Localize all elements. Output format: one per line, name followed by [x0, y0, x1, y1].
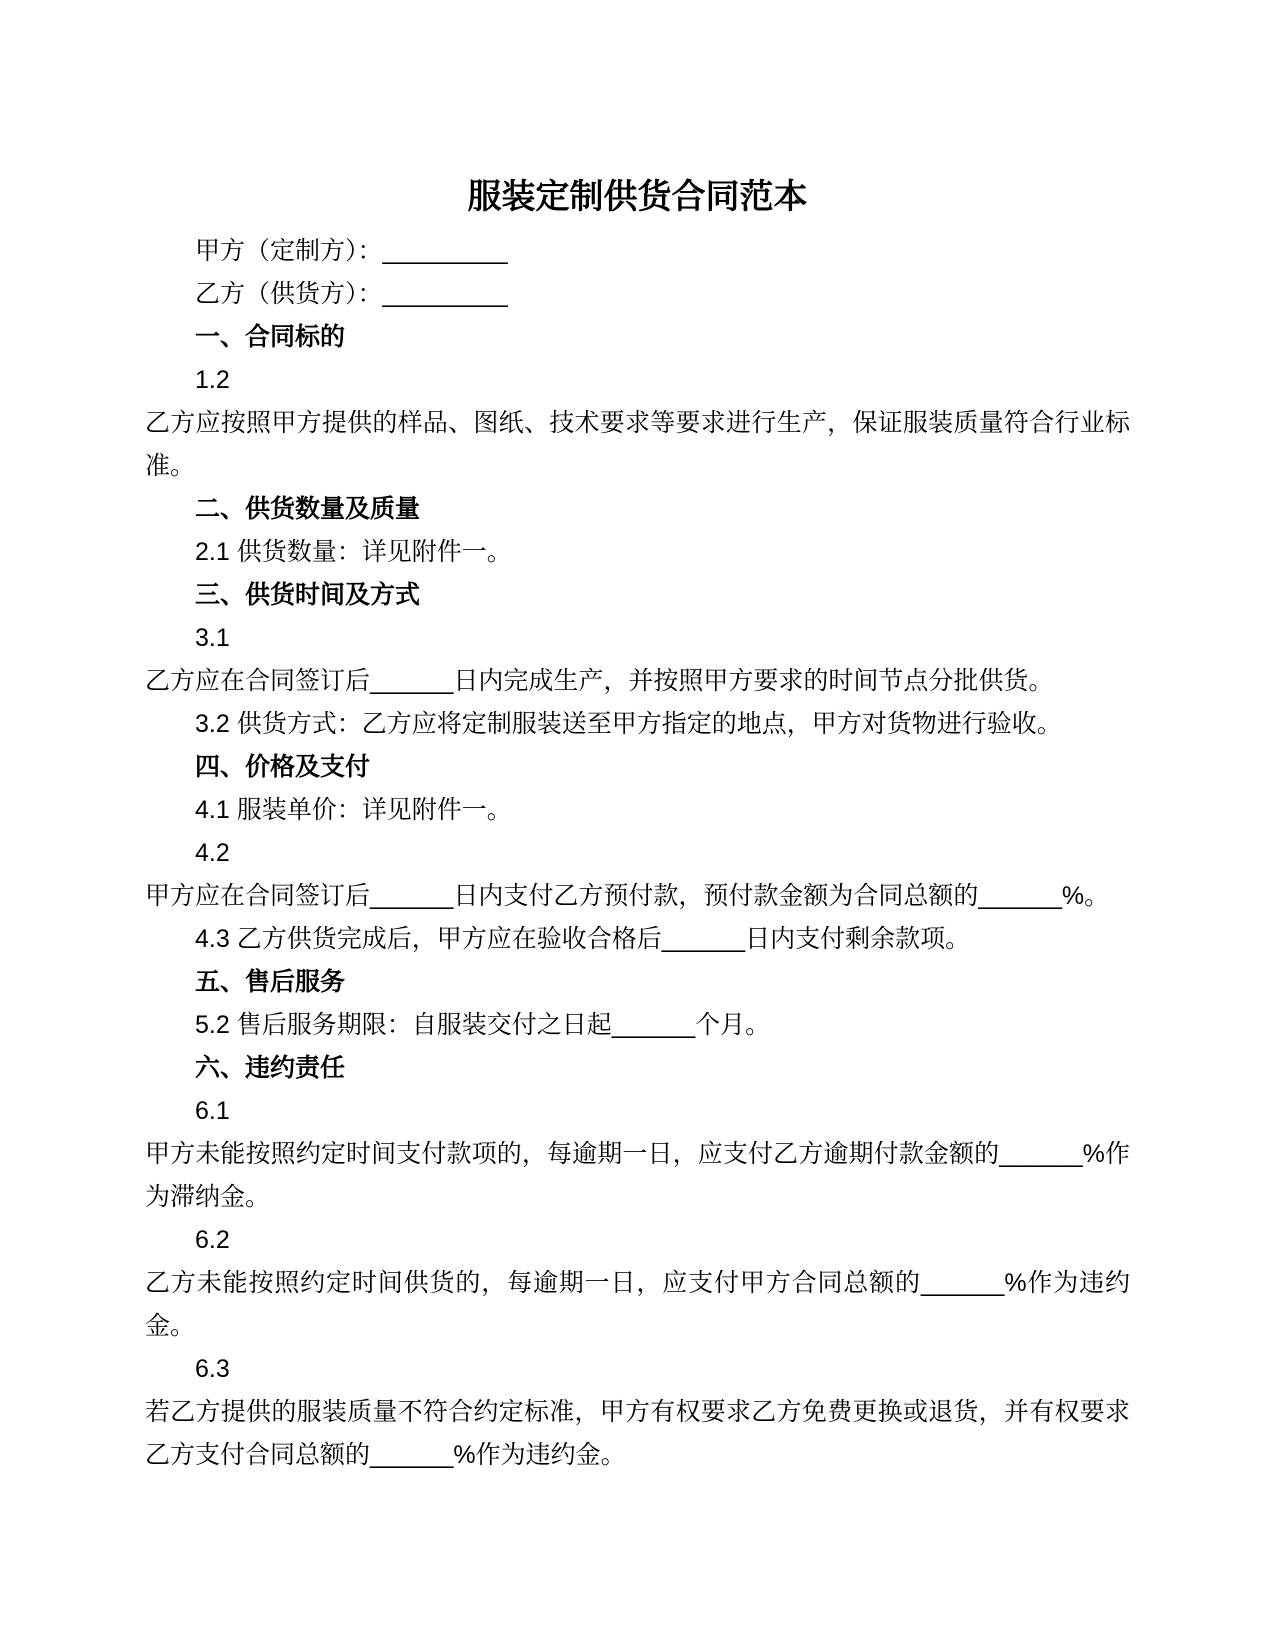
clause-number-6-2: 6.2	[195, 1226, 230, 1254]
clause-text-4-2: 甲方应在合同签订后______日内支付乙方预付款，预付款金额为合同总额的______%。	[145, 882, 1110, 910]
section-heading-3: 三、供货时间及方式	[195, 581, 421, 609]
clause-5-2: 5.2 售后服务期限：自服装交付之日起______个月。	[195, 1011, 771, 1039]
document-title: 服装定制供货合同范本	[467, 178, 808, 216]
clause-text-1-2: 乙方应按照甲方提供的样品、图纸、技术要求等要求进行生产，保证服装质量符合行业标准。	[145, 409, 1130, 480]
clause-text-6-3: 若乙方提供的服装质量不符合约定标准，甲方有权要求乙方免费更换或退货，并有权要求乙方支付合同总额的______%作为违约金。	[145, 1398, 1130, 1469]
clause-4-3: 4.3 乙方供货完成后，甲方应在验收合格后______日内支付剩余款项。	[195, 925, 971, 953]
clause-number-6-1: 6.1	[195, 1097, 230, 1125]
section-heading-2: 二、供货数量及质量	[195, 495, 421, 523]
section-heading-6: 六、违约责任	[195, 1054, 346, 1082]
clause-number-1-2: 1.2	[195, 366, 230, 394]
clause-text-6-1: 甲方未能按照约定时间支付款项的，每逾期一日，应支付乙方逾期付款金额的______%作为滞纳金。	[145, 1140, 1130, 1211]
section-heading-1: 一、合同标的	[195, 323, 346, 351]
clause-text-3-1: 乙方应在合同签订后______日内完成生产，并按照甲方要求的时间节点分批供货。	[145, 667, 1054, 695]
clause-number-6-3: 6.3	[195, 1355, 230, 1383]
clause-2-1: 2.1 供货数量：详见附件一。	[195, 538, 512, 566]
clause-3-2: 3.2 供货方式：乙方应将定制服装送至甲方指定的地点，甲方对货物进行验收。	[195, 710, 1062, 738]
section-heading-4: 四、价格及支付	[195, 753, 371, 781]
clause-4-1: 4.1 服装单价：详见附件一。	[195, 796, 512, 824]
section-heading-5: 五、售后服务	[195, 968, 346, 996]
clause-text-6-2: 乙方未能按照约定时间供货的，每逾期一日，应支付甲方合同总额的______%作为违约金。	[145, 1269, 1130, 1340]
clause-number-4-2: 4.2	[195, 839, 230, 867]
clause-number-3-1: 3.1	[195, 624, 230, 652]
party-b-line: 乙方（供货方）：_________	[195, 280, 508, 308]
party-a-line: 甲方（定制方）：_________	[195, 237, 508, 265]
